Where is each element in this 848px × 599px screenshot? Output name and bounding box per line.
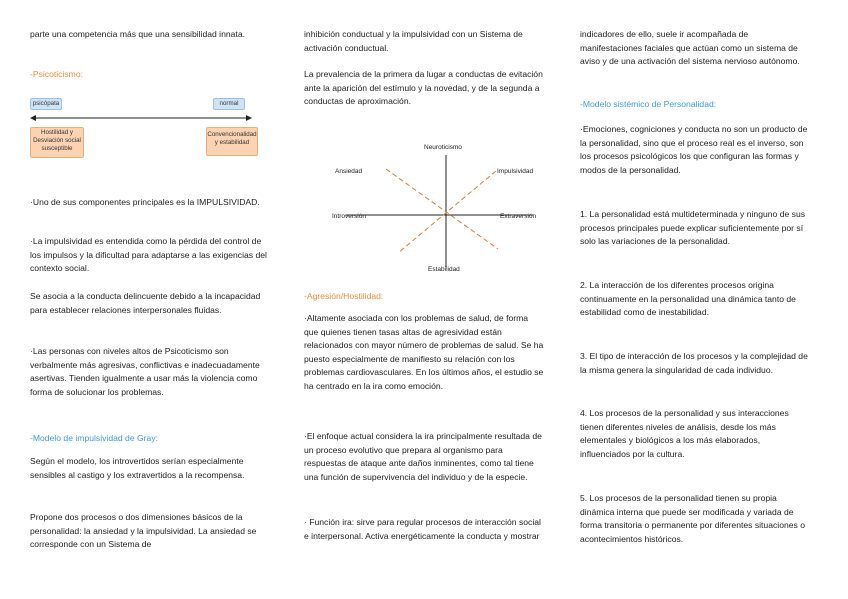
label-neuroticismo: Neuroticismo [424,144,462,151]
paragraph: indicadores de ello, suele ir acompañada de manifestaciones faciales que actúan como un sistema de aviso y de una activación del sistema nervioso autónomo. [580,29,800,67]
paragraph: ·Uno de sus componentes principales es la IMPULSIVIDAD. [30,197,260,207]
paragraph: inhibición conductual y la impulsividad con un Sistema de activación conductual. [304,29,523,53]
label-extraversion: Extraversión [500,213,537,220]
paragraph: 2. La interacción de los diferentes procesos origina continuamente en la personalidad una dinámica tanto de estabilidad como de inestabilidad. [580,280,796,318]
paragraph: ·Las personas con niveles altos de Psicoticismo son verbalmente más agresivas, conflictivas e inadecuadamente asertivas. Tienden igualmente a usar más la violencia como forma de solucionar los problemas. [30,346,260,397]
diagram-left-label: psicópata [30,98,62,110]
double-arrow [30,112,255,124]
paragraph: La prevalencia de la primera da lugar a conductas de evitación ante la aparición del estímulo y la novedad, y de la segunda a conductas de aproximación. [304,69,543,107]
paragraph: 5. Los procesos de la personalidad tienen su propia dinámica interna que puede ser modificada y variada de forma transitoria o permanente por diferentes situaciones o acontecimientos históricos. [580,493,805,544]
paragraph: Se asocia a la conducta delincuente debido a la incapacidad para establecer relaciones interpersonales fluidas. [30,291,261,315]
diagram-left-box: Hostilidad y Desviación social susceptible [30,127,84,158]
heading-agresion: -Agresión/Hostilidad: [304,291,384,301]
axes-lines [328,145,548,277]
label-introversion: Introversión [332,213,366,220]
paragraph: Según el modelo, los introvertidos serían especialmente sensibles al castigo y los extravertidos a la recompensa. [30,456,245,480]
diagram-right-box: Convencionalidad y estabilidad [206,127,258,156]
paragraph: 1. La personalidad está multideterminada y ninguno de sus procesos principales puede explicar suficientemente por sí solo las variaciones de la personalidad. [580,209,806,247]
label-estabilidad: Estabilidad [428,266,460,273]
heading-sistemico: -Modelo sistémico de Personalidad: [580,99,717,109]
paragraph: ·Altamente asociada con los problemas de salud, de forma que quienes tienen tasas altas de agresividad están relacionados con mayor número de problemas de salud. Se ha puesto especialmente de manifiesto su relación con los problemas cardiovasculares. En los últimos años, el estudio se ha centrado en la ira como emoción. [304,313,544,391]
heading-psicoticismo: -Psicoticismo: [30,69,84,79]
label-ansiedad: Ansiedad [335,168,363,175]
label-impulsividad: Impulsividad [497,168,534,175]
paragraph: ·El enfoque actual considera la ira principalmente resultada de un proceso evolutivo que prepara al organismo para respuestas de ataque ante daños inminentes, como tal tiene una función de supervivencia del individuo y de la especie. [304,431,542,482]
paragraph: ·La impulsividad es entendida como la pérdida del control de los impulsos y la dificultad para adaptarse a las exigencias del contexto social. [30,236,267,274]
paragraph: 4. Los procesos de la personalidad y sus interacciones tienen diferentes niveles de análisis, desde los más elementales y biológicos a los más elaborados, influenciados por la cultura. [580,408,789,459]
gray-axes-diagram [328,145,548,277]
diagram-right-label: normal [213,98,245,110]
paragraph: ·Emociones, cogniciones y conducta no son un producto de la personalidad, sino que el proceso real es el inverso, son los procesos psicológicos los que configuran las formas y modos de la personalidad. [580,124,808,175]
paragraph: 3. El tipo de interacción de los procesos y la complejidad de la misma genera la singularidad de cada individuo. [580,351,808,375]
paragraph: Propone dos procesos o dos dimensiones básicos de la personalidad: la ansiedad y la impulsividad. La ansiedad se corresponde con un Sistema de [30,512,257,550]
paragraph: parte una competencia más que una sensibilidad innata. [30,29,245,39]
psicoticismo-diagram [30,94,255,160]
heading-gray: -Modelo de impulsividad de Gray: [30,433,159,443]
paragraph: · Función ira: sirve para regular procesos de interacción social e interpersonal. Activa energéticamente la conducta y mostrar [304,517,541,541]
